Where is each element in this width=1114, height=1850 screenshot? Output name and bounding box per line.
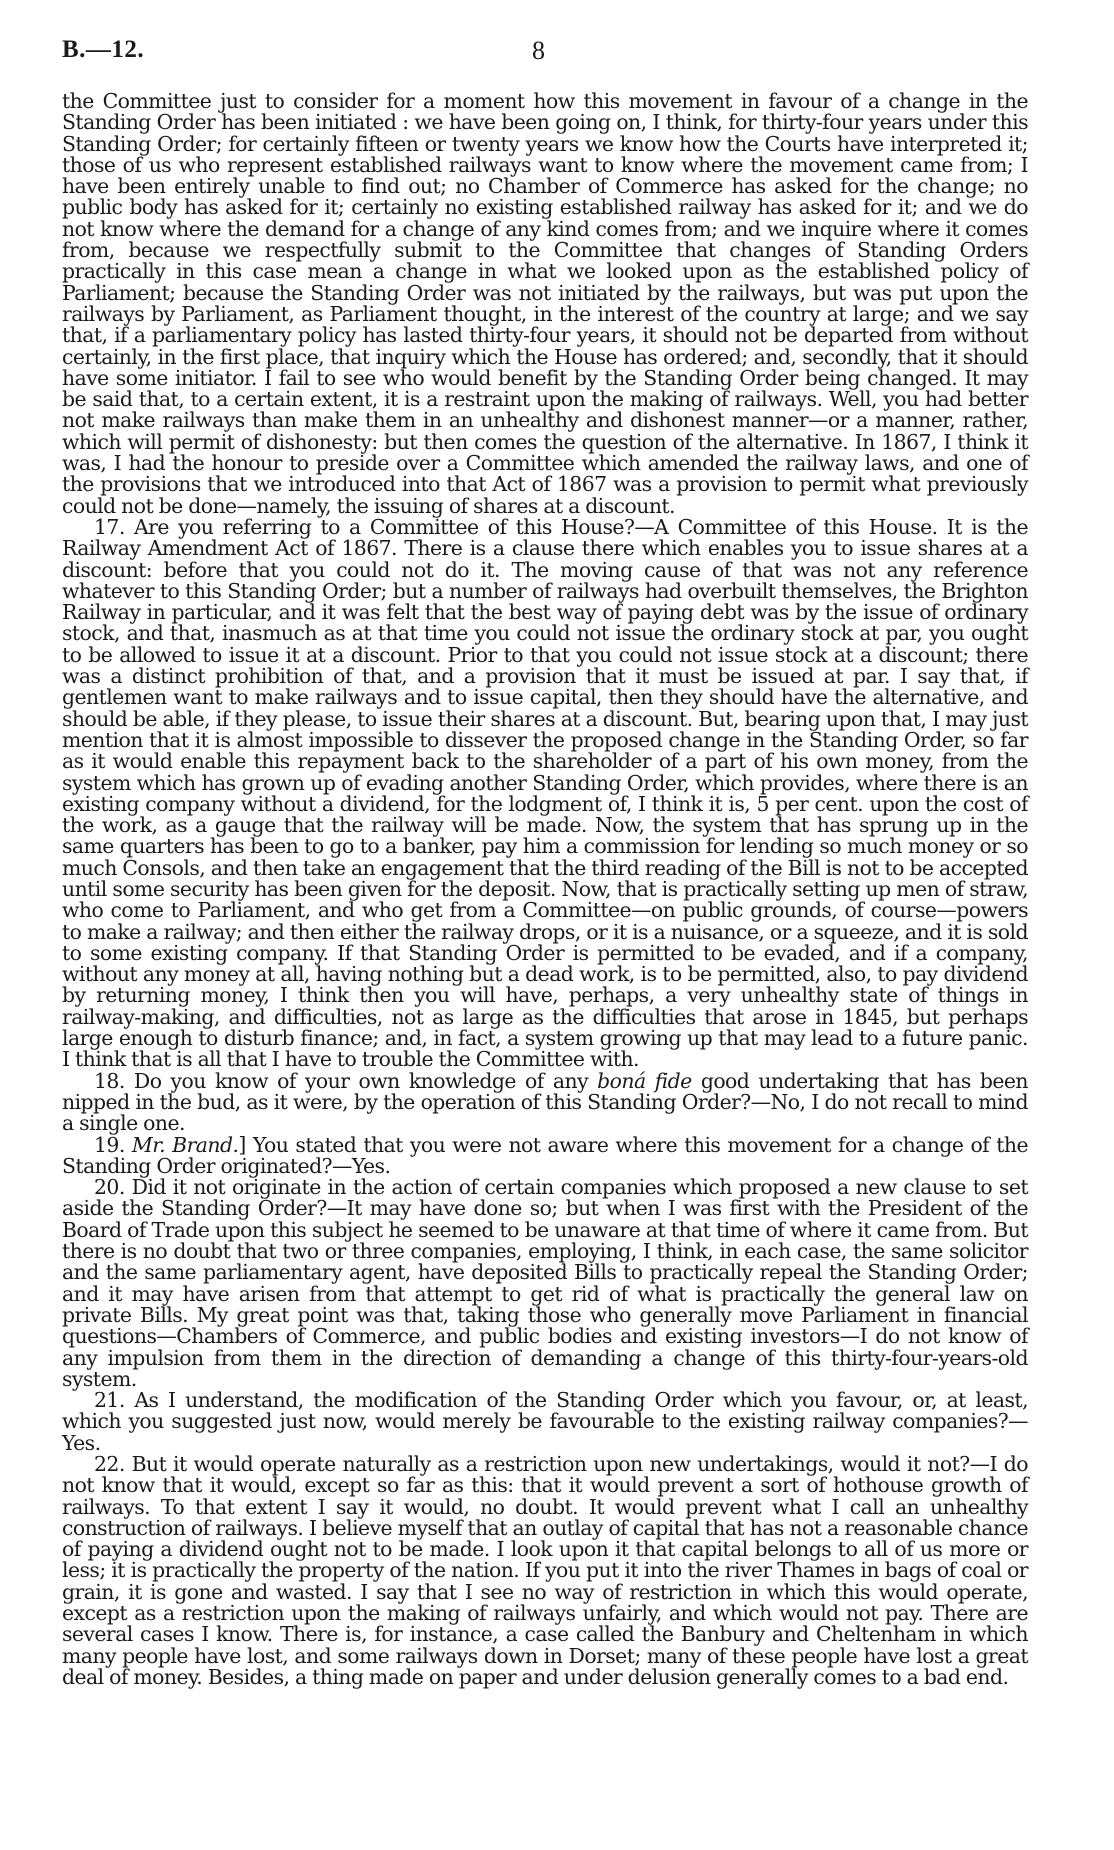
page-header bbox=[62, 36, 1034, 76]
q19-text: ] You stated that you were not aware where this movement for a change of the Standing Order originated?—Yes. bbox=[62, 1132, 1028, 1178]
document-reference: B.—12. bbox=[62, 36, 145, 63]
q19-speaker: Mr. Brand. bbox=[131, 1132, 239, 1157]
paragraph-continuation: the Committee just to consider for a moment how this movement in favour of a change in the Standing Order has been initiated : we have been going on, I think, for thirty-four years under this Standing Order; for certainly fifteen or twenty years we know how the Courts have interpreted it; those of us who represent established railways want to know where the movement came from; I have been entirely unable to find out; no Chamber of Commerce has asked for the change; no public body has asked for it; certainly no existing established railway has asked for it; and we do not know where the demand for a change of any kind comes from; and we inquire where it comes from, because we respectfully submit to the Committee that changes of Standing Orders practically in this case mean a change in what we looked upon as the established policy of Parliament; because the Standing Order was not initiated by the railways, but was put upon the railways by Parliament, as Parliament thought, in the interest of the country at large; and we say that, if a parliamentary policy has lasted thirty-four years, it should not be departed from without certainly, in the first place, that inquiry which the House has ordered; and, secondly, that it should have some initiator. I fail to see who would benefit by the Standing Order being changed. It may be said that, to a certain extent, it is a restraint upon the making of railways. Well, you had better not make railways than make them in an unhealthy and dishonest manner—or a manner, rather, which will permit of dishonesty: but then comes the question of the alternative. In 1867, I think it was, I had the honour to preside over a Committee which amended the railway laws, and one of the provisions that we introduced into that Act of 1867 was a provision to permit what previously could not be done—namely, the issuing of shares at a discount. bbox=[62, 89, 1028, 518]
paragraph-q22: 22. But it would operate naturally as a restriction upon new undertakings, would it not?—I do not know that it would, except so far as this: that it would prevent a sort of hothouse growth of railways. To that extent I say it would, no doubt. It would prevent what I call an unhealthy construction of railways. I believe myself that an outlay of capital that has not a reasonable chance of paying a dividend ought not to be made. I look upon it that capital belongs to all of us more or less; it is practically the property of the nation. If you put it into the river Thames in bags of coal or grain, it is gone and wasted. I say that I see no way of restriction in which this would operate, except as a restriction upon the making of railways unfairly, and which would not pay. There are several cases I know. There is, for instance, a case called the Banbury and Cheltenham in which many people have lost, and some railways down in Dorset; many of these people have lost a great deal of money. Besides, a thing made on paper and under delusion generally comes to a bad end. bbox=[62, 1452, 1028, 1689]
paragraph-q17: 17. Are you referring to a Committee of this House?—A Committee of this House. It is the Railway Amendment Act of 1867. There is a clause there which enables you to issue shares at a discount: before that you could not do it. The moving cause of that was not any reference whatever to this Standing Order; but a number of railways had overbuilt themselves, the Brighton Railway in particular, and it was felt that the best way of paying debt was by the issue of ordinary stock, and that, inasmuch as at that time you could not issue the ordinary stock at par, you ought to be allowed to issue it at a discount. Prior to that you could not issue stock at a discount; there was a distinct prohibition of that, and a provision that it must be issued at par. I say that, if gentlemen want to make railways and to issue capital, then they should have the alternative, and should be able, if they please, to issue their shares at a discount. But, bearing upon that, I may just mention that it is almost impossible to dissever the proposed change in the Standing Order, so far as it would enable this repayment back to the shareholder of a part of his own money, from the system which has grown up of evading another Standing Order, which provides, where there is an existing company without a dividend, for the lodgment of, I think it is, 5 per cent. upon the cost of the work, as a gauge that the railway will be made. Now, the system that has sprung up in the same quarters has been to go to a banker, pay him a commission for lending so much money or so much Consols, and then take an engagement that the third reading of the Bill is not to be accepted until some security has been given for the deposit. Now, that is practically setting up men of straw, who come to Parliament, and who get from a Committee—on public grounds, of course—powers to make a railway; and then either the railway drops, or it is a nuisance, or a squeeze, and it is sold to some existing company. If that Standing Order is permitted to be evaded, and if a company, without any money at all, having nothing but a dead work, is to be permitted, also, to pay dividend by returning money, I think then you will have, perhaps, a very unhealthy state of things in railway-making, and difficulties, not as large as the difficulties that arose in 1845, but perhaps large enough to disturb finance; and, in fact, a system growing up that may lead to a future panic. I think that is all that I have to trouble the Committee with. bbox=[62, 514, 1028, 1072]
paragraph-q19 bbox=[62, 1132, 1028, 1178]
q18-text-start: 18. Do you know of your own knowledge of any bbox=[94, 1068, 598, 1093]
paragraph-q21: 21. As I understand, the modification of the Standing Order which you favour, or, at least, which you suggested just now, would merely be favourable to the existing railway companies?—Yes. bbox=[62, 1388, 1028, 1455]
document-body bbox=[62, 91, 1028, 1688]
q19-number: 19. bbox=[94, 1132, 132, 1157]
q18-text-end: good undertaking that has been nipped in the bud, as it were, by the operation of this Standing Order?—No, I do not recall to mind a single one. bbox=[62, 1068, 1028, 1136]
q18-italic-phrase: boná fide bbox=[597, 1068, 692, 1093]
page-number: 8 bbox=[532, 36, 545, 65]
paragraph-q20: 20. Did it not originate in the action of certain companies which proposed a new clause to set aside the Standing Order?—It may have done so; but when I was first with the President of the Board of Trade upon this subject he seemed to be unaware at that time of where it came from. But there is no doubt that two or three companies, employing, I think, in each case, the same solicitor and the same parliamentary agent, have deposited Bills to practically repeal the Standing Order; and it may have arisen from that attempt to get rid of what is practically the general law on private Bills. My great point was that, taking those who generally move Parliament in financial questions—Chambers of Commerce, and public bodies and existing investors—I do not know of any impulsion from them in the direction of demanding a change of this thirty-four-years-old system. bbox=[62, 1175, 1028, 1391]
paragraph-q18 bbox=[62, 1068, 1028, 1136]
